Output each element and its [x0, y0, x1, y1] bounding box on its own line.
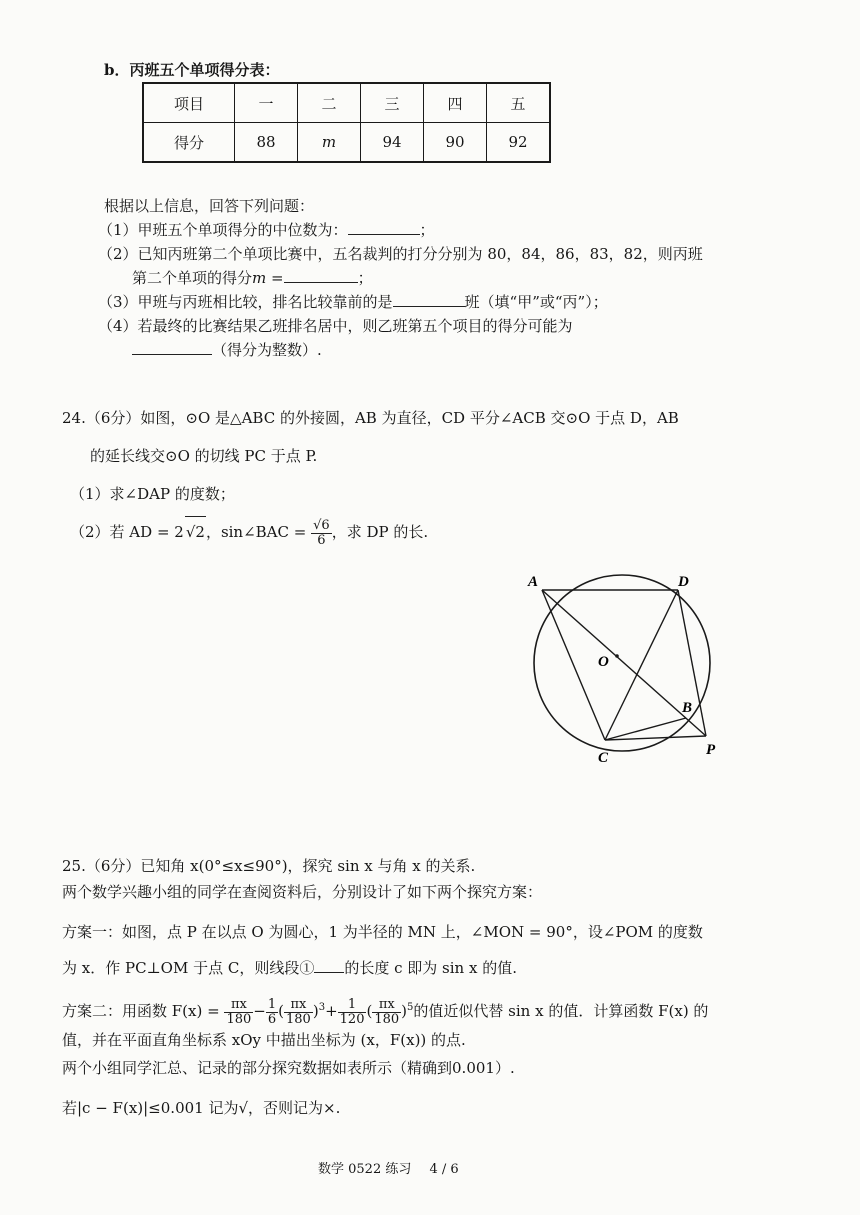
problem-24-sub1: （1）求∠DAP 的度数；: [70, 485, 235, 503]
answer-blank: [393, 292, 465, 307]
fraction-numerator: πx: [372, 998, 401, 1013]
label-c: C: [598, 750, 609, 766]
questions-intro: 根据以上信息，回答下列问题：: [104, 197, 315, 215]
center-point: [615, 654, 619, 658]
label-b: B: [682, 700, 693, 716]
question-4-line1: （4）若最终的比赛结果乙班排名居中，则乙班第五个项目的得分可能为: [98, 317, 573, 335]
fraction-numerator: √6: [313, 517, 330, 533]
table-cell: 二: [298, 83, 361, 123]
table-cell: 88: [235, 123, 298, 163]
fraction-1-over-6: [266, 998, 278, 1027]
plan-1-text: 为 x．作 PC⊥OM 于点 C，则线段①: [62, 959, 315, 977]
score-table: [142, 82, 551, 163]
circle-o: [534, 575, 710, 751]
plan-1-suffix: 的长度 c 即为 sin x 的值.: [344, 959, 517, 977]
question-2-text: 第二个单项的得分: [132, 269, 253, 287]
question-2-var: m: [252, 269, 267, 287]
sub2-prefix: （2）若 AD = 2: [70, 523, 184, 541]
sub2-mid: ，sin∠BAC =: [205, 523, 307, 541]
plan-1-line2: [62, 958, 517, 978]
answer-blank: [132, 340, 212, 355]
table-cell: 92: [487, 123, 551, 163]
fraction-sqrt6-over-6: [311, 519, 332, 548]
problem-24-sub2: [70, 516, 428, 548]
table-cell: 项目: [143, 83, 235, 123]
question-4-suffix: （得分为整数）.: [212, 341, 322, 359]
table-cell: m: [298, 123, 361, 163]
fraction-1-over-120: [338, 998, 367, 1027]
question-4-line2: [132, 340, 322, 360]
problem-24-line2: 的延长线交⊙O 的切线 PC 于点 P.: [90, 447, 318, 465]
question-1-suffix: ；: [419, 221, 435, 239]
plan-1-line1: 方案一：如图，点 P 在以点 O 为圆心，1 为半径的 MN 上，∠MON = 90°，设∠POM 的度数: [62, 923, 703, 941]
label-o: O: [598, 654, 609, 670]
question-2-line2: [132, 268, 373, 288]
fraction-numerator: 1: [338, 998, 367, 1013]
fraction-denominator: 180: [374, 1011, 400, 1027]
summary-line: 两个小组同学汇总、记录的部分探究数据如表所示（精确到0.001）.: [62, 1059, 515, 1077]
plus-sign: +: [325, 1002, 338, 1020]
part-b-heading: b．丙班五个单项得分表：: [104, 61, 280, 79]
footer-label: 数学 0522 练习: [318, 1162, 412, 1177]
question-2-suffix: ；: [357, 269, 373, 287]
fraction-pix-over-180: [372, 998, 401, 1027]
fraction-numerator: 1: [267, 996, 277, 1012]
circle-geometry-figure: [510, 570, 740, 770]
label-d: D: [678, 574, 689, 590]
page-number: 4 / 6: [429, 1162, 459, 1177]
plan-2-line1: 方案二：用函数 F(x) = $\frac{\pi x}{180}$ − $\frac{1}{6}$ ( $\frac{\pi x}{180}$ )$^3$+ $\frac{1}{120}$ ( $\frac{\pi x}{180}$ )$^5$的值近似代替 sin x 的值．计算函数 F(x) 的: [62, 996, 709, 1027]
label-p: P: [706, 742, 716, 758]
sqrt-symbol: √2: [185, 516, 206, 547]
fraction-denominator: 6: [267, 1011, 277, 1027]
answer-blank: [348, 220, 420, 235]
problem-24-line1: 24.（6分）如图，⊙O 是△ABC 的外接圆，AB 为直径，CD 平分∠ACB 交⊙O 于点 D，AB: [62, 409, 679, 427]
plan-2-line2: 值，并在平面直角坐标系 xOy 中描出坐标为 (x，F(x)) 的点.: [62, 1031, 466, 1049]
fraction-pix-over-180: [224, 998, 253, 1027]
question-2-eq: =: [266, 269, 284, 287]
label-a: A: [528, 574, 539, 590]
table-cell: 94: [361, 123, 424, 163]
segment-cd: [605, 590, 678, 740]
answer-blank: [284, 268, 358, 283]
question-3-suffix: 班（填“甲”或“丙”）；: [464, 293, 608, 311]
plan-2-suffix: 的值近似代替 sin x 的值．计算函数 F(x) 的: [413, 1002, 709, 1020]
table-cell: 90: [424, 123, 487, 163]
question-2-line1: （2）已知丙班第二个单项比赛中，五名裁判的打分分别为 80，84，86，83，82，则丙班: [98, 245, 703, 263]
fraction-pix-over-180: [284, 998, 313, 1027]
problem-25-line1: 25.（6分）已知角 x(0°≤x≤90°)，探究 sin x 与角 x 的关系.: [62, 857, 476, 875]
fraction-denominator: 180: [286, 1011, 311, 1027]
exponent: 3: [318, 1002, 326, 1013]
plan-2-text: 方案二：用函数 F(x) =: [62, 1002, 220, 1020]
question-1: [98, 220, 435, 240]
question-1-text: （1）甲班五个单项得分的中位数为：: [98, 221, 348, 239]
fraction-denominator: 180: [226, 1011, 252, 1027]
sqrt-radicand: 2: [195, 523, 205, 541]
question-3-text: （3）甲班与丙班相比较，排名比较靠前的是: [98, 293, 393, 311]
page-footer: [318, 1158, 459, 1177]
sub2-suffix: ，求 DP 的长.: [331, 523, 429, 541]
table-cell: 得分: [143, 123, 235, 163]
table-cell: 三: [361, 83, 424, 123]
fraction-numerator: πx: [284, 998, 313, 1013]
fraction-numerator: πx: [224, 998, 253, 1013]
segment-ac: [542, 590, 605, 740]
table-cell: 五: [487, 83, 551, 123]
table-header-row: [143, 83, 550, 123]
question-3: [98, 292, 608, 312]
table-cell: 四: [424, 83, 487, 123]
fraction-denominator: 120: [339, 1011, 365, 1027]
fraction-denominator: 6: [317, 532, 326, 548]
answer-blank: [314, 958, 344, 973]
table-value-row: [143, 123, 550, 163]
minus-sign: −: [253, 1002, 266, 1020]
table-cell: 一: [235, 83, 298, 123]
rule-line: 若|c − F(x)|≤0.001 记为√，否则记为×.: [62, 1099, 341, 1117]
exponent: 5: [407, 1002, 414, 1013]
problem-25-line2: 两个数学兴趣小组的同学在查阅资料后，分别设计了如下两个探究方案：: [62, 883, 543, 901]
